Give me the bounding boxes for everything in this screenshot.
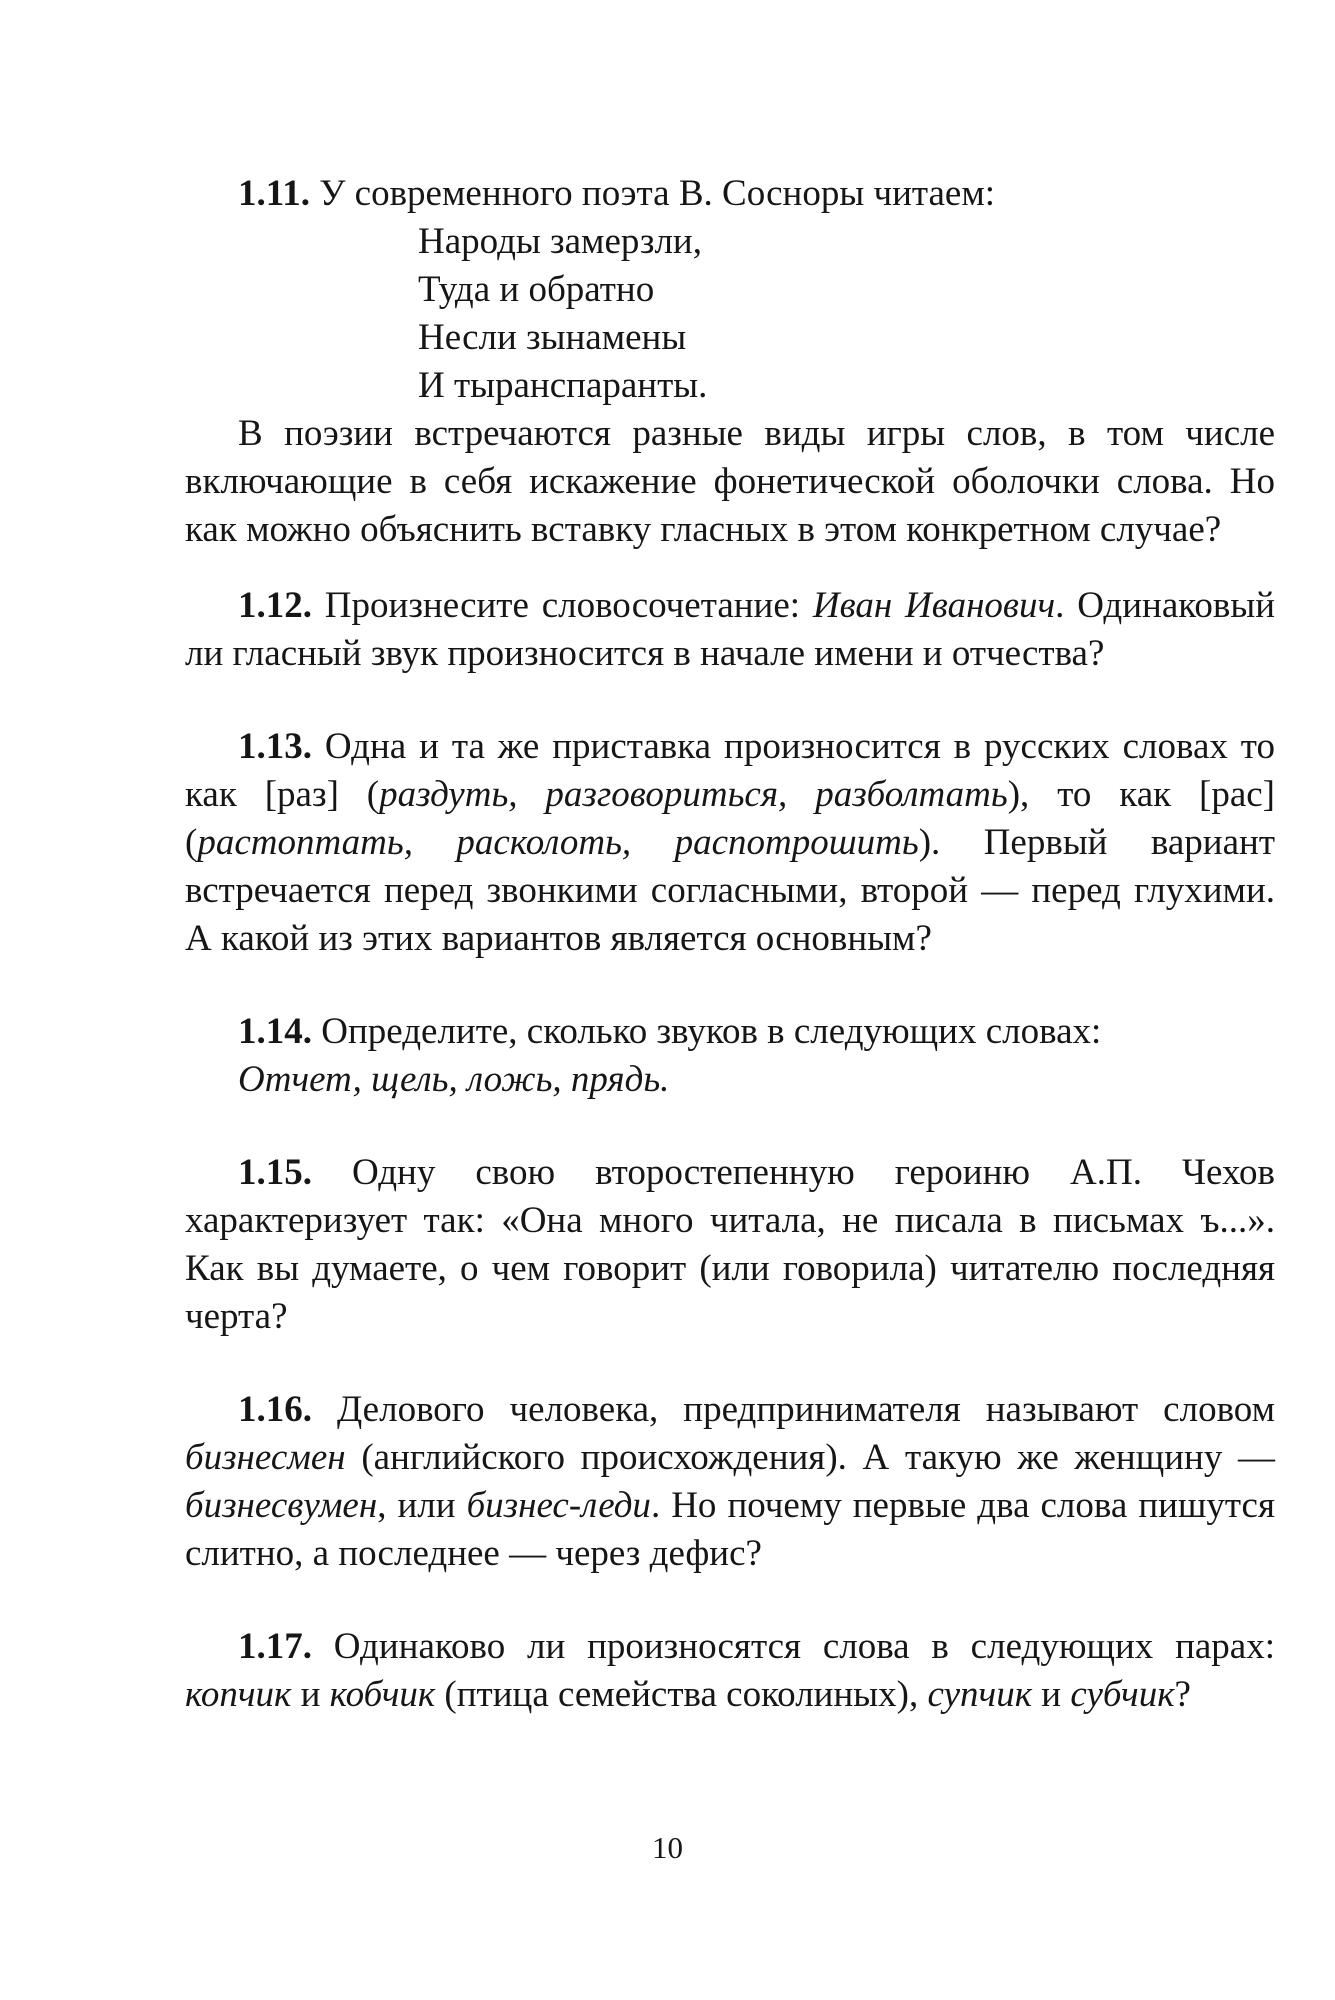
italic-term: раздуть, разговориться, разболтать [379, 774, 1008, 815]
text-run: . Но почему первые два слова пишутся слитно, а последнее — через дефис? [185, 1485, 1275, 1574]
exercise-1-13 [185, 723, 1275, 963]
text-run: . Одинаковый ли гласный звук произносится в начале имени и отчества? [185, 585, 1275, 674]
page-number: 10 [652, 1830, 683, 1865]
page-content [185, 170, 1275, 1764]
italic-term: супчик [927, 1674, 1033, 1715]
text-run: (английского происхождения). А такую же женщину — [345, 1437, 1275, 1478]
text-run: Произнесите словосочетание: [312, 585, 813, 626]
poem-line: Туда и обратно [418, 269, 655, 310]
text-run: Одинаково ли произносятся слова в следующих парах: [312, 1626, 1275, 1667]
exercise-words [185, 1056, 1275, 1104]
italic-term: бизнесвумен [185, 1485, 378, 1526]
exercise-number: 1.14. [238, 1011, 312, 1052]
text-run: ). Первый вариант встречается перед звонкими согласными, второй — перед глухими. А какой из этих вариантов является основным? [185, 822, 1275, 959]
exercise-number: 1.16. [238, 1389, 312, 1430]
exercise-1-16 [185, 1386, 1275, 1578]
italic-term: растоптать, расколоть, распотрошить [197, 822, 919, 863]
text-run: ), то как [рас] ( [185, 774, 1275, 863]
italic-term: Иван Иванович [812, 585, 1056, 626]
text-run: Одну свою второстепенную героиню А.П. Чехов характеризует так: «Она много читала, не писала в письмах ъ...». Как вы думаете, о чем говорит (или говорила) читателю последняя черта? [185, 1152, 1275, 1337]
text-run: , или [377, 1485, 467, 1526]
exercise-number: 1.12. [238, 585, 312, 626]
exercise-paragraph [185, 582, 1275, 678]
poem [418, 218, 1275, 410]
exercise-1-11 [185, 170, 1275, 554]
italic-term: бизнесмен [185, 1437, 346, 1478]
exercise-paragraph [185, 1386, 1275, 1578]
exercise-1-17 [185, 1623, 1275, 1719]
text-run: и [291, 1674, 330, 1715]
exercise-number: 1.11. [238, 173, 310, 214]
text-run: Определите, сколько звуков в следующих словах: [312, 1011, 1102, 1052]
italic-term: бизнес-леди [466, 1485, 651, 1526]
exercise-paragraph [185, 1623, 1275, 1719]
exercise-number: 1.17. [238, 1626, 312, 1667]
text-run: и [1032, 1674, 1071, 1715]
exercise-paragraph [185, 1149, 1275, 1341]
italic-term: Отчет, щель, ложь, прядь. [238, 1059, 670, 1100]
exercise-paragraph [185, 1008, 1275, 1056]
exercise-1-15 [185, 1149, 1275, 1341]
italic-term: кобчик [329, 1674, 436, 1715]
exercise-number: 1.15. [238, 1152, 312, 1193]
text-run: Делового человека, предпринимателя называют словом [312, 1389, 1275, 1430]
exercise-1-14 [185, 1008, 1275, 1104]
text-run: ? [1174, 1674, 1191, 1715]
poem-line: Несли зынамены [418, 317, 687, 358]
exercise-intro [185, 170, 1275, 218]
exercise-paragraph [185, 723, 1275, 963]
exercise-text: В поэзии встречаются разные виды игры слов, в том числе включающие в себя искажение фонетической оболочки слова. Но как можно объяснить вставку гласных в этом конкретном случае? [185, 413, 1275, 550]
poem-line: Народы замерзли, [418, 221, 702, 262]
exercise-text: У современного поэта В. Сосноры читаем: [309, 173, 996, 214]
exercise-1-12 [185, 582, 1275, 678]
text-run: (птица семейства соколиных), [435, 1674, 928, 1715]
poem-line: И тыранспаранты. [418, 365, 708, 406]
italic-term: копчик [185, 1674, 292, 1715]
exercise-number: 1.13. [238, 726, 312, 767]
italic-term: субчик [1070, 1674, 1175, 1715]
text-run: Одна и та же приставка произносится в русских словах то как [раз] ( [185, 726, 1275, 815]
